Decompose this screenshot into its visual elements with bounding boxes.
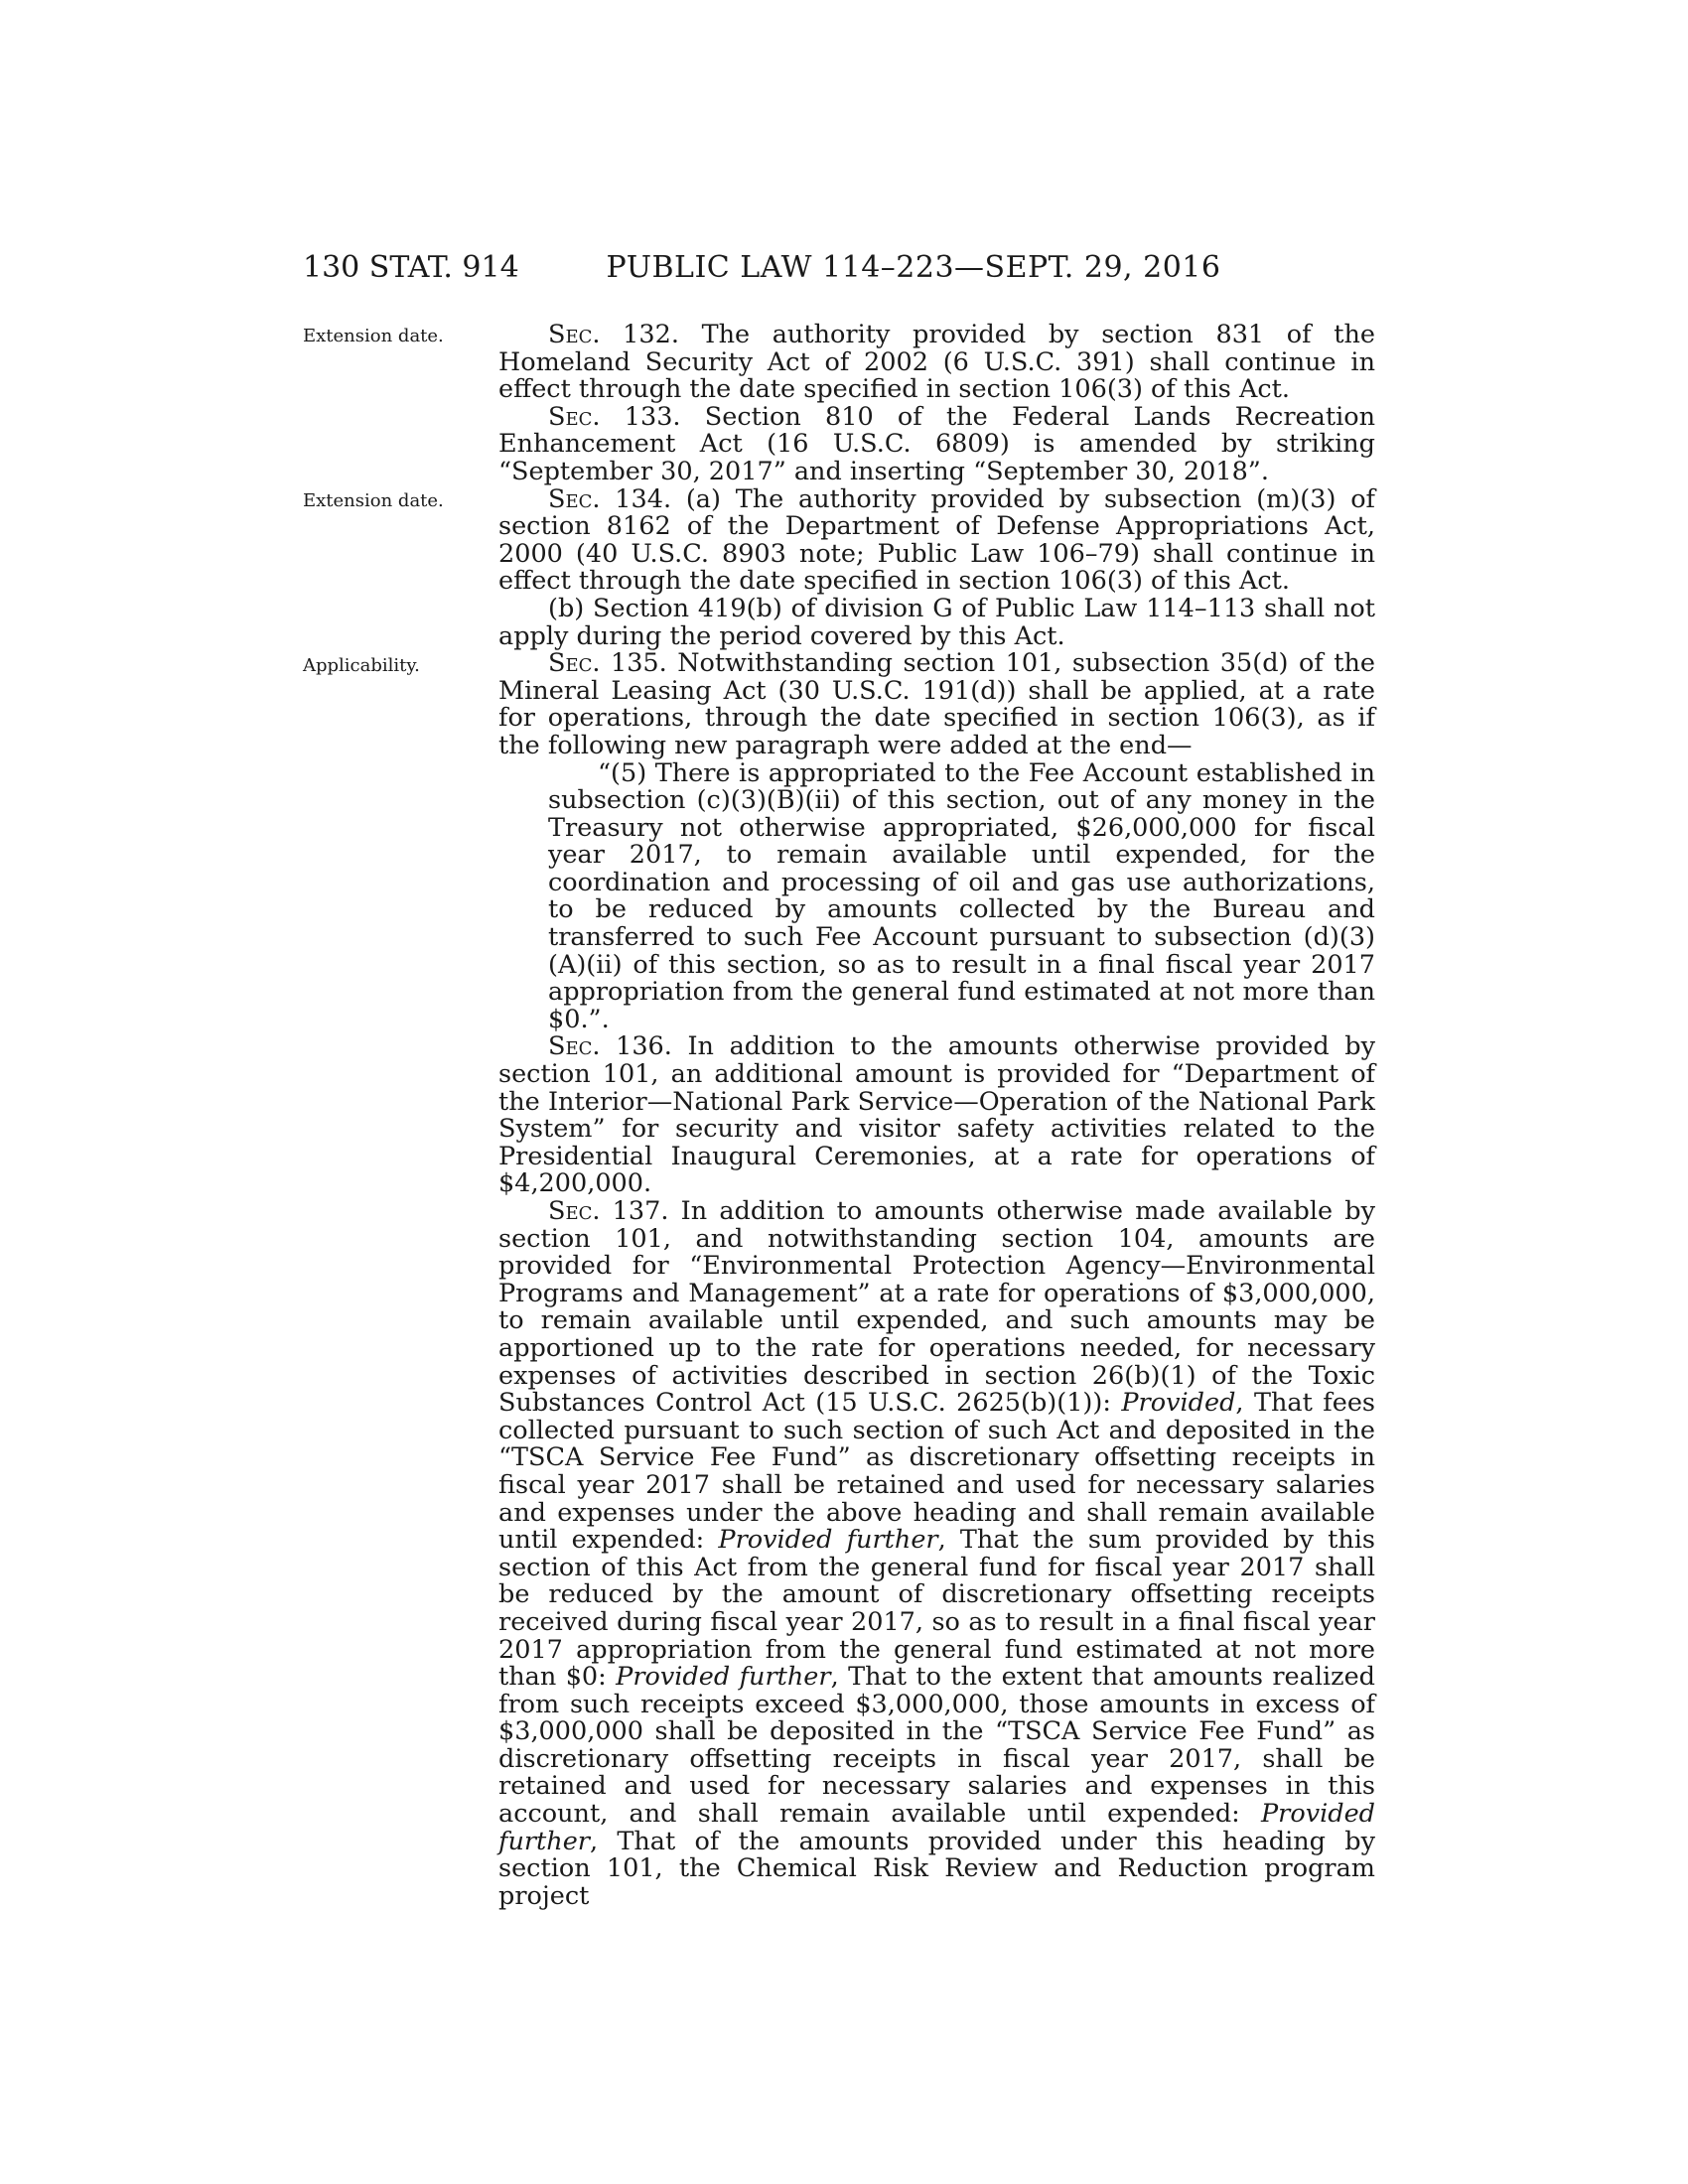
section-132-text: 132. The authority provided by section 831 of the Homeland Security Act of 2002 (6 U.S.C. 391) shall continue in effect through the date specified in section 106(3) of this Act. <box>498 320 1375 405</box>
proviso-term: Provided further <box>718 1525 938 1556</box>
section-label: Sec. <box>548 648 601 679</box>
running-head-law-title: PUBLIC LAW 114–223—SEPT. 29, 2016 <box>606 250 1221 285</box>
section-135-text: 135. Notwithstanding section 101, subsection 35(d) of the Mineral Leasing Act (30 U.S.C. 191(d)) shall be applied, at a rate for operations, through the date specified in section 106(3), as if the following new paragraph were added at the end— <box>498 648 1375 760</box>
proviso-term: Provided further <box>498 1799 1375 1856</box>
section-136-text: 136. In addition to the amounts otherwise provided by section 101, an additional amount is provided for “Department of the Interior—National Park Service—Operation of the National Park System” for security and visitor safety activities related to the Presidential Inaugural Ceremonies, at a rate for operations of $4,200,000. <box>498 1031 1375 1199</box>
section-137-text-4: , That to the extent that amounts realized from such receipts exceed $3,000,000, those amounts in excess of $3,000,000 shall be deposited in the “TSCA Service Fee Fund” as discretionary offsetting receipts in fiscal year 2017, shall be retained and used for necessary salaries and expenses in this account, and shall remain available until expended: <box>498 1662 1376 1830</box>
section-label: Sec. <box>548 1031 601 1062</box>
section-137-text-1: 137. In addition to amounts otherwise made available by section 101, and notwithstanding section 104, amounts are provided for “Environmental Protection Agency—Environmental Programs and Management” at a rate for operations of $3,000,000, to remain available until expended, and such amounts may be apportioned up to the rate for operations needed, for necessary expenses of activities described in section 26(b)(1) of the Toxic Substances Control Act (15 U.S.C. 2625(b)(1)): <box>498 1196 1375 1419</box>
section-135-quoted-paragraph: “(5) There is appropriated to the Fee Account established in subsection (c)(3)(B)(ii) of this section, out of any money in the Treasury not otherwise appropriated, $26,000,000 for fiscal year 2017, to remain available until expended, for the coordination and processing of oil and gas use authorizations, to be reduced by amounts collected by the Bureau and transferred to such Fee Account pursuant to subsection (d)(3)(A)(ii) of this section, so as to result in a final fiscal year 2017 appropriation from the general fund estimated at not more than $0.”. <box>548 757 1375 1034</box>
proviso-term: Provided <box>1121 1388 1236 1419</box>
section-135 <box>498 650 1375 759</box>
page-header <box>303 248 1375 288</box>
body-text <box>498 322 1375 1910</box>
margin-note-extension-date-1: Extension date. <box>303 326 444 346</box>
margin-note-extension-date-2: Extension date. <box>303 490 444 511</box>
section-132 <box>498 322 1375 404</box>
section-134-b: (b) Section 419(b) of division G of Public Law 114–113 shall not apply during the period covered by this Act. <box>498 593 1375 651</box>
statute-page-reference: 130 STAT. 914 <box>303 250 519 285</box>
section-133 <box>498 401 1375 486</box>
section-134-a-text: 134. (a) The authority provided by subsection (m)(3) of section 8162 of the Department of Defense Appropriations Act, 2000 (40 U.S.C. 8903 note; Public Law 106–79) shall continue in effect through the date specified in section 106(3) of this Act. <box>498 483 1375 597</box>
proviso-term: Provided further <box>616 1662 831 1693</box>
section-label: Sec. <box>548 483 601 514</box>
margin-note-applicability: Applicability. <box>303 655 420 676</box>
section-137-text-2: , That fees collected pursuant to such section of such Act and deposited in the “TSCA Service Fee Fund” as discretionary offsetting receipts in fiscal year 2017 shall be retained and used for necessary salaries and expenses under the above heading and shall remain available until expended: <box>498 1388 1376 1556</box>
section-label: Sec. <box>548 1196 601 1226</box>
section-133-text: 133. Section 810 of the Federal Lands Recreation Enhancement Act (16 U.S.C. 6809) is amended by striking “September 30, 2017” and inserting “September 30, 2018”. <box>498 401 1375 486</box>
section-label: Sec. <box>548 320 601 349</box>
section-137 <box>498 1198 1375 1910</box>
section-label: Sec. <box>548 401 601 432</box>
section-137-text-3: , That the sum provided by this section of this Act from the general fund for fiscal year 2017 shall be reduced by the amount of discretionary offsetting receipts received during fiscal year 2017, so as to result in a final fiscal year 2017 appropriation from the general fund estimated at not more than $0: <box>498 1525 1375 1693</box>
section-136 <box>498 1033 1375 1198</box>
section-134-a <box>498 483 1375 597</box>
section-137-text-5: , That of the amounts provided under this heading by section 101, the Chemical Risk Review and Reduction program project <box>498 1826 1375 1911</box>
